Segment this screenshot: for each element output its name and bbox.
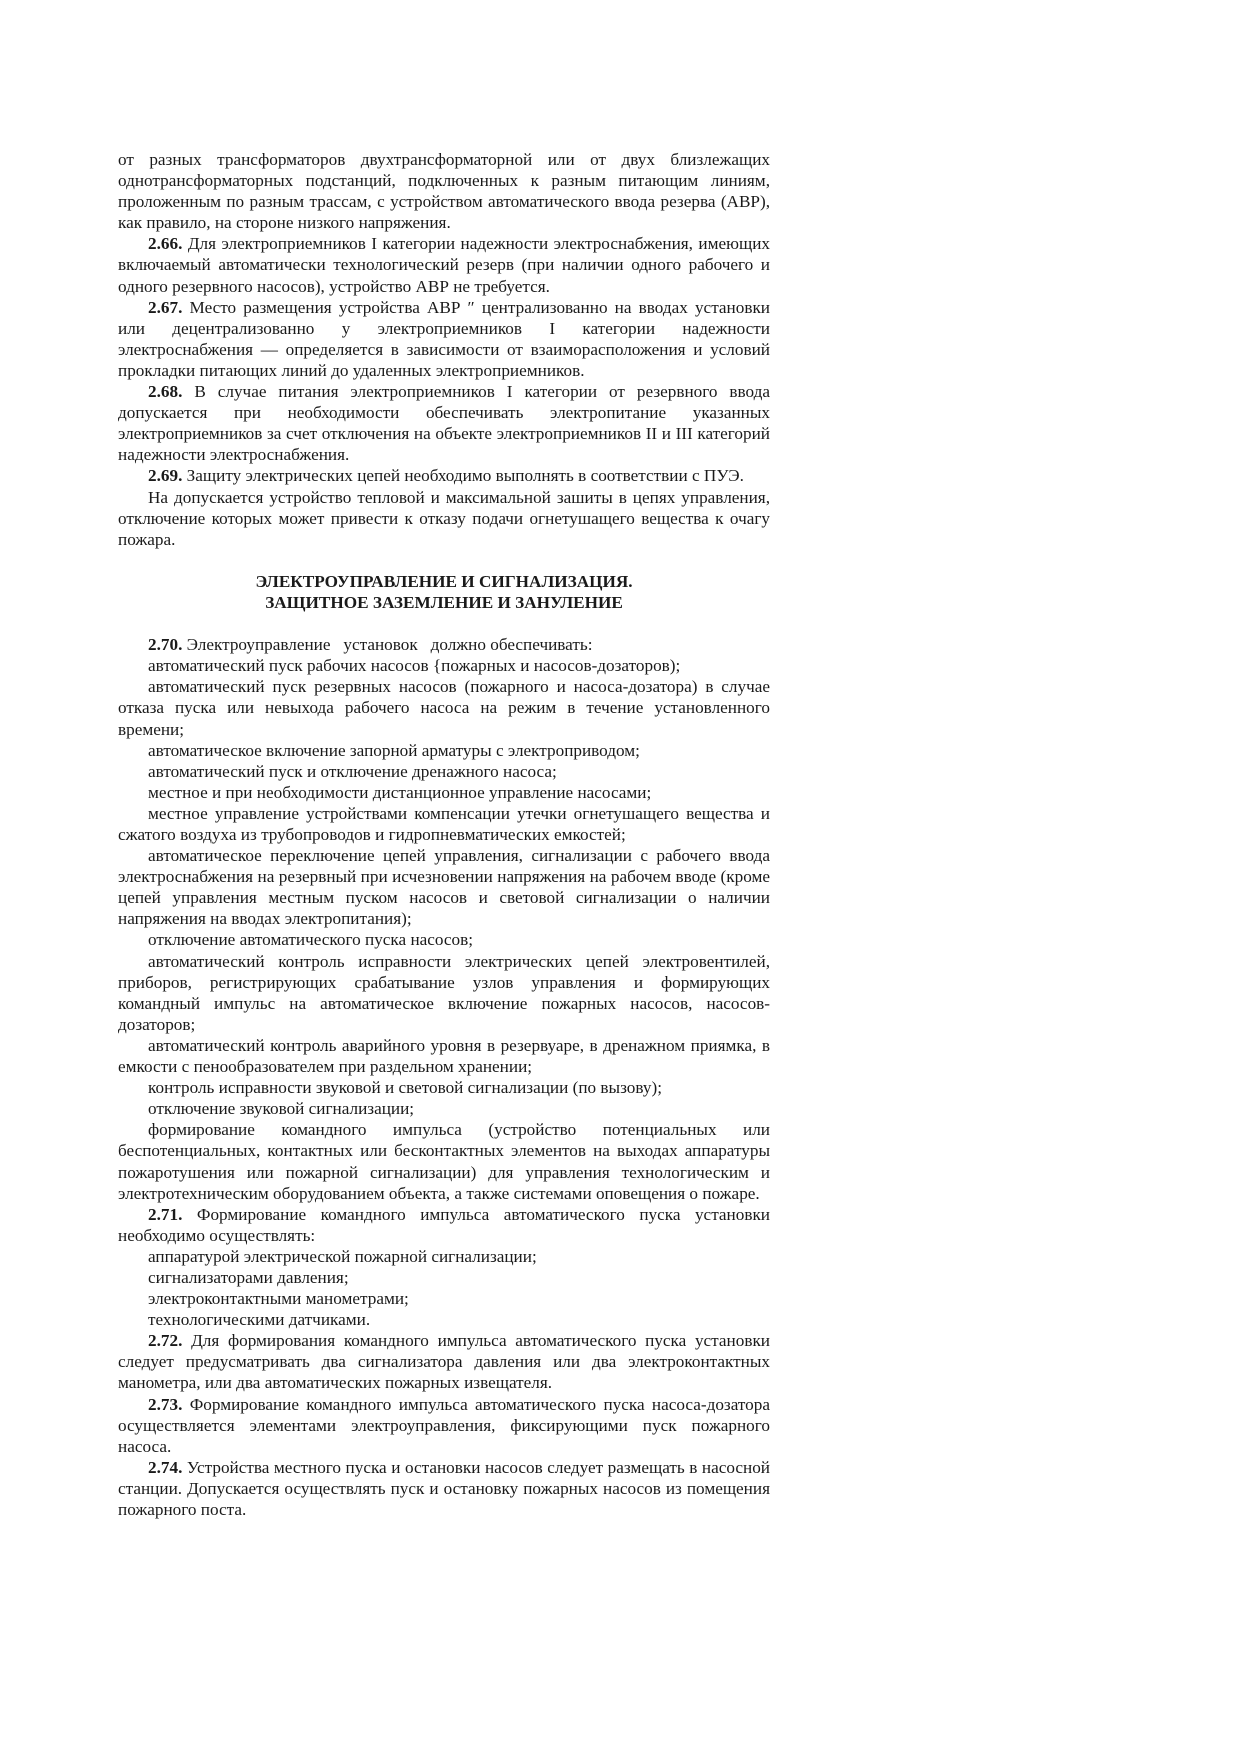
paragraph-2-73 (118, 1394, 770, 1457)
clause-text: Устройства местного пуска и остановки насосов следует размещать в насосной станции. Допускается осуществлять пуск и остановку пожарных насосов из помещения пожарного поста. (118, 1457, 770, 1519)
list-item-2-71: электроконтактными манометрами; (148, 1289, 409, 1309)
list-item-2-70: отключение звуковой сигнализации; (148, 1099, 415, 1119)
list-item-2-71: технологическими датчиками. (148, 1310, 371, 1330)
list-item-2-70: местное и при необходимости дистанционное управление насосами; (148, 782, 652, 802)
list-item-2-71: сигнализаторами давления; (148, 1267, 349, 1287)
spacer (118, 550, 770, 571)
clause-text: Электроуправление установок должно обеспечивать: (182, 635, 593, 655)
list-item-2-70: контроль исправности звуковой и световой сигнализации (по вызову); (148, 1078, 662, 1098)
clause-number: 2.66. (148, 234, 183, 254)
paragraph-2-68 (118, 381, 770, 465)
list-item-2-70: автоматический контроль аварийного уровня в резервуаре, в дренажном приямка, в емкости с пенообразователем при раздельном хранении; (118, 1035, 770, 1077)
list-item-2-70: автоматический пуск и отключение дренажного насоса; (148, 761, 557, 781)
clause-number: 2.71. (148, 1204, 183, 1224)
list-item-2-70: автоматический пуск резервных насосов (пожарного и насоса-дозатора) в случае отказа пуска или невыхода рабочего насоса на режим в течение установленного времени; (118, 677, 770, 739)
list-item-2-70: автоматическое переключение цепей управления, сигнализации с рабочего ввода электроснабжения на резервный при исчезновении напряжения на рабочем вводе (кроме цепей управления местным пуском насосов и световой сигнализации о наличии напряжения на вводах электропитания); (118, 846, 770, 929)
clause-number: 2.72. (148, 1331, 183, 1351)
spacer (118, 613, 770, 634)
paragraph-2-70 (118, 634, 770, 655)
clause-number: 2.67. (148, 297, 183, 317)
paragraph-2-71 (118, 1204, 770, 1246)
clause-text: В случае питания электроприемников I категории от резервного ввода допускается при необходимости обеспечивать электропитание указанных электроприемников за счет отключения на объекте электроприемников II и III категорий надежности электроснабжения. (118, 382, 770, 465)
clause-number: 2.70. (148, 635, 183, 655)
list-item-2-70: отключение автоматического пуска насосов; (148, 930, 474, 950)
clause-number: 2.69. (148, 466, 183, 486)
section-heading-line2: ЗАЩИТНОЕ ЗАЗЕМЛЕНИЕ И ЗАНУЛЕНИЕ (265, 592, 623, 612)
paragraph-2-66 (118, 233, 770, 296)
clause-text: Формирование командного импульса автоматического пуска установки необходимо осуществлять: (118, 1204, 770, 1245)
list-item-2-70: местное управление устройствами компенсации утечки огнетушащего вещества и сжатого воздуха из трубопроводов и гидропневматических емкостей; (118, 803, 770, 844)
clause-number: 2.74. (148, 1457, 183, 1477)
clause-number: 2.68. (148, 382, 183, 402)
clause-text: Для электроприемников I категории надежности электроснабжения, имеющих включаемый автоматически технологический резерв (при наличии одного рабочего и одного резервного насосов), устройство АВР не требуется. (118, 234, 770, 296)
clause-number: 2.73. (148, 1394, 183, 1414)
paragraph-2-69 (118, 465, 770, 486)
list-item-2-70: автоматический контроль исправности электрических цепей электровентилей, приборов, регистрирующих срабатывание узлов управления и формирующих командный импульс на автоматическое включение пожарных насосов, насосов-дозаторов; (118, 951, 770, 1034)
paragraph-2-69-continued: На допускается устройство тепловой и максимальной зашиты в цепях управления, отключение которых может привести к отказу подачи огнетушащего вещества к очагу пожара. (118, 487, 770, 549)
clause-text: Для формирования командного импульса автоматического пуска установки следует предусматривать два сигнализатора давления или два электроконтактных манометра, или два автоматических пожарных извещателя. (118, 1331, 770, 1393)
clause-text: Место размещения устройства АВР ″ централизованно на вводах установки или децентрализованно у электроприемников I категории надежности электроснабжения — определяется в зависимости от взаиморасположения и условий прокладки питающих линий до удаленных электроприемников. (118, 297, 770, 380)
list-item-2-71: аппаратурой электрической пожарной сигнализации; (148, 1246, 537, 1266)
list-item-2-70: формирование командного импульса (устройство потенциальных или беспотенциальных, контактных или бесконтактных элементов на выходах аппаратуры пожаротушения или пожарной сигнализации) для управления технологическим и электротехническим оборудованием объекта, а также системами оповещения о пожаре. (118, 1120, 770, 1203)
paragraph-2-72 (118, 1330, 770, 1393)
clause-text: Защиту электрических цепей необходимо выполнять в соответствии с ПУЭ. (182, 466, 744, 486)
section-heading-line1: ЭЛЕКТРОУПРАВЛЕНИЕ И СИГНАЛИЗАЦИЯ. (255, 571, 633, 591)
paragraph-continuation: от разных трансформаторов двухтрансформаторной или от двух близлежащих однотрансформаторных подстанций, подключенных к разным питающим линиям, проложенным по разным трассам, с устройством автоматического ввода резерва (АВР), как правило, на стороне низкого напряжения. (118, 150, 770, 233)
clause-text: Формирование командного импульса автоматического пуска насоса-дозатора осуществляется элементами электроуправления, фиксирующими пуск пожарного насоса. (118, 1394, 770, 1456)
paragraph-2-74 (118, 1457, 770, 1520)
document-page (118, 149, 770, 1520)
paragraph-2-67 (118, 297, 770, 381)
list-item-2-70: автоматическое включение запорной арматуры с электроприводом; (148, 740, 640, 760)
list-item-2-70: автоматический пуск рабочих насосов {пожарных и насосов-дозаторов); (148, 656, 681, 676)
